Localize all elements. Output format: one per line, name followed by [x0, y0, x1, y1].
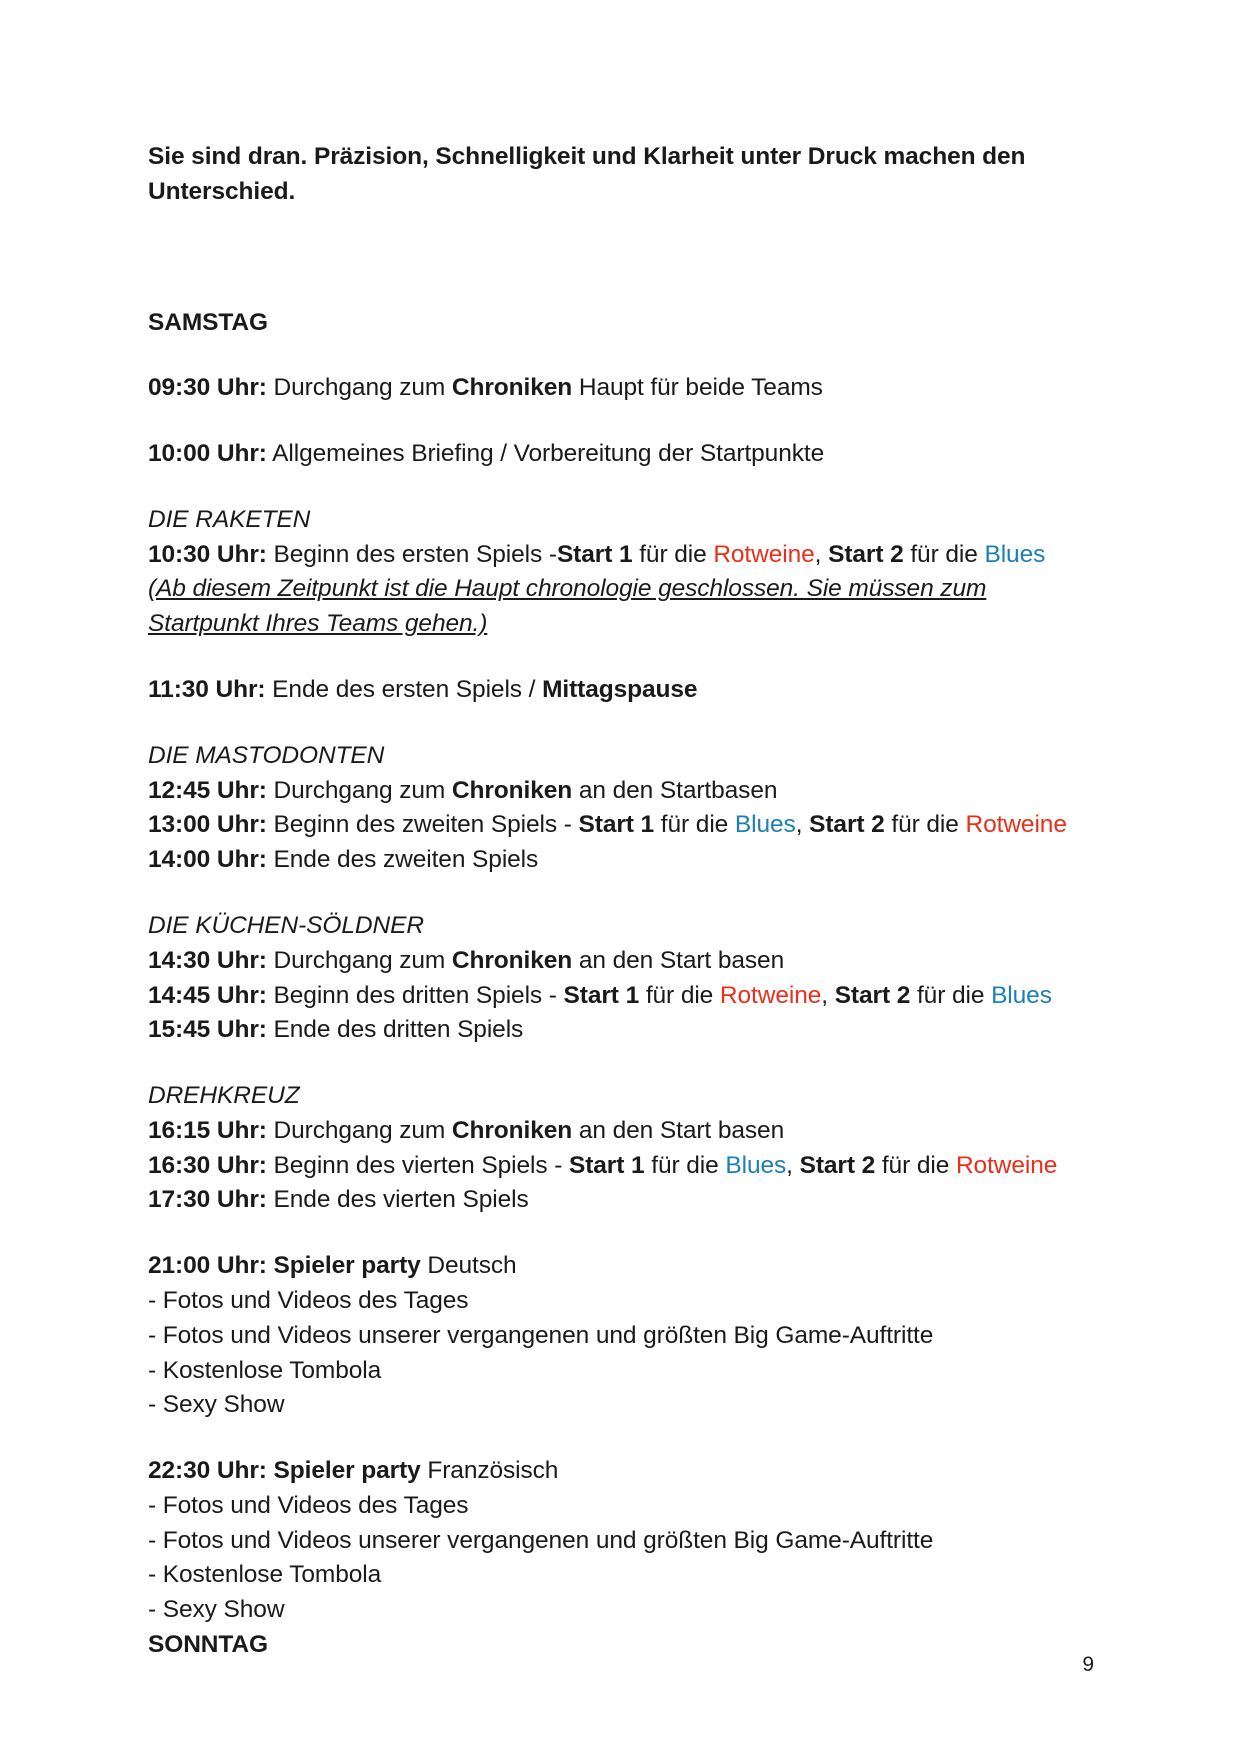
entry-text: Ende des zweiten Spiels — [266, 846, 539, 874]
party-deutsch-item: - Fotos und Videos des Tages — [148, 1286, 469, 1314]
day-heading-sonntag: SONNTAG — [148, 1631, 268, 1658]
party-franzoesisch-item: - Fotos und Videos des Tages — [148, 1491, 469, 1519]
raketen-note — [148, 572, 1098, 642]
entry-1245 — [148, 774, 1098, 809]
entry-time: 11:30 Uhr: — [148, 676, 266, 704]
start-2-label: Start 2 — [834, 981, 911, 1009]
entry-1000 — [148, 437, 1098, 472]
section-header-drehkreuz: DREHKREUZ — [148, 1082, 300, 1110]
party-franzoesisch-item: - Kostenlose Tombola — [148, 1561, 382, 1589]
team-blues: Blues — [984, 540, 1046, 568]
party-title-bold: 22:30 Uhr: Spieler party — [148, 1457, 421, 1485]
start-1-label: Start 1 — [578, 811, 655, 839]
entry-text: für die — [910, 981, 992, 1009]
entry-emphasis: Chroniken — [451, 374, 573, 402]
team-rotweine: Rotweine — [719, 981, 822, 1009]
entry-text: , — [786, 1151, 800, 1179]
team-blues: Blues — [725, 1151, 787, 1179]
entry-text: für die — [884, 811, 959, 839]
start-2-label: Start 2 — [828, 540, 904, 568]
entry-text: für die — [632, 540, 714, 568]
entry-time: 15:45 Uhr: — [148, 1016, 267, 1044]
entry-time: 10:30 Uhr: — [148, 540, 267, 568]
day-heading-samstag: SAMSTAG — [148, 308, 268, 336]
entry-1130 — [148, 673, 1098, 708]
entry-text: , — [821, 981, 835, 1009]
spacer — [148, 340, 1098, 371]
start-2-label: Start 2 — [799, 1151, 876, 1179]
party-franzoesisch-item: - Sexy Show — [148, 1596, 285, 1624]
start-1-label: Start 1 — [568, 1151, 645, 1179]
entry-text: an den Start basen — [572, 946, 785, 974]
entry-text: für die — [903, 540, 985, 568]
intro-paragraph — [148, 140, 1098, 210]
start-2-label: Start 2 — [809, 811, 885, 839]
entry-text: Ende des dritten Spiels — [266, 1016, 524, 1044]
entry-time: 12:45 Uhr: — [148, 776, 267, 804]
document-content — [148, 140, 1098, 1663]
intro-line-1: Sie sind dran. Präzision, Schnelligkeit und Klarheit unter Druck machen den — [148, 143, 1026, 170]
spacer — [148, 1423, 1098, 1454]
entry-text: Durchgang zum — [266, 374, 452, 402]
entry-text: Beginn des dritten Spiels - — [266, 981, 564, 1009]
start-1-label: Start 1 — [556, 540, 633, 568]
entry-0930 — [148, 371, 1098, 406]
entry-1430 — [148, 944, 1098, 979]
note-line-2: Startpunkt Ihres Teams gehen.) — [148, 610, 488, 638]
entry-text: an den Startbasen — [572, 776, 778, 804]
entry-text: Beginn des zweiten Spiels - — [266, 811, 579, 839]
spacer — [148, 1048, 1098, 1079]
spacer — [148, 472, 1098, 503]
entry-text: für die — [654, 811, 735, 839]
entry-1445 — [148, 979, 1098, 1014]
spacer — [148, 878, 1098, 909]
section-header-die-mastodonten: DIE MASTODONTEN — [148, 741, 385, 769]
team-blues: Blues — [991, 981, 1052, 1009]
party-franzoesisch-title — [148, 1454, 1098, 1489]
entry-1615 — [148, 1114, 1098, 1149]
spacer — [148, 210, 1098, 306]
party-deutsch-item: - Kostenlose Tombola — [148, 1356, 382, 1384]
entry-time: 10:00 Uhr: — [148, 440, 267, 468]
entry-time: 14:00 Uhr: — [148, 846, 267, 874]
entry-time: 16:15 Uhr: — [148, 1116, 267, 1144]
entry-emphasis: Chroniken — [451, 1116, 573, 1144]
spacer — [148, 1218, 1098, 1249]
entry-text: Ende des ersten Spiels / — [265, 676, 543, 704]
entry-time: 09:30 Uhr: — [148, 374, 267, 402]
entry-text: für die — [639, 981, 720, 1009]
entry-emphasis: Chroniken — [451, 776, 573, 804]
start-1-label: Start 1 — [563, 981, 640, 1009]
spacer — [148, 708, 1098, 739]
entry-1030 — [148, 538, 1098, 573]
party-title-bold: 21:00 Uhr: Spieler party — [148, 1252, 421, 1280]
entry-1730 — [148, 1183, 1098, 1218]
entry-text-tail: Haupt für beide Teams — [572, 374, 823, 402]
entry-text: Durchgang zum — [266, 1116, 452, 1144]
entry-text: , — [814, 540, 829, 568]
team-rotweine: Rotweine — [955, 1151, 1058, 1179]
entry-time: 13:00 Uhr: — [148, 811, 267, 839]
party-title-rest: Französisch — [420, 1457, 559, 1485]
party-deutsch-item: - Sexy Show — [148, 1391, 285, 1419]
entry-1400 — [148, 843, 1098, 878]
entry-text: , — [795, 811, 810, 839]
party-deutsch-item: - Fotos und Videos unserer vergangenen und größten Big Game-Auftritte — [148, 1321, 934, 1349]
spacer — [148, 642, 1098, 673]
spacer — [148, 406, 1098, 437]
entry-emphasis: Chroniken — [451, 946, 573, 974]
party-title-rest: Deutsch — [420, 1252, 517, 1280]
entry-time: 14:30 Uhr: — [148, 946, 267, 974]
entry-text: Ende des vierten Spiels — [266, 1186, 529, 1214]
team-blues: Blues — [734, 811, 796, 839]
section-header-die-kuechen-soeldner: DIE KÜCHEN-SÖLDNER — [148, 911, 424, 939]
entry-text: Durchgang zum — [266, 776, 452, 804]
party-deutsch-title — [148, 1249, 1098, 1284]
entry-text: an den Start basen — [572, 1116, 785, 1144]
entry-text: für die — [644, 1151, 726, 1179]
entry-text: Beginn des vierten Spiels - — [266, 1151, 569, 1179]
intro-line-2: Unterschied. — [148, 177, 296, 205]
entry-time: 14:45 Uhr: — [148, 981, 267, 1009]
entry-text: für die — [875, 1151, 956, 1179]
page-number: 9 — [1082, 1653, 1094, 1676]
section-header-die-raketen: DIE RAKETEN — [148, 505, 311, 533]
entry-time: 16:30 Uhr: — [148, 1151, 267, 1179]
team-rotweine: Rotweine — [713, 540, 815, 568]
entry-1630 — [148, 1149, 1098, 1184]
team-rotweine: Rotweine — [965, 811, 1067, 839]
entry-1300 — [148, 808, 1098, 843]
entry-emphasis: Mittagspause — [542, 676, 698, 704]
party-franzoesisch-item: - Fotos und Videos unserer vergangenen und größten Big Game-Auftritte — [148, 1526, 934, 1554]
entry-text: Durchgang zum — [266, 946, 452, 974]
entry-text: Allgemeines Briefing / Vorbereitung der Startpunkte — [266, 440, 825, 468]
entry-1545 — [148, 1013, 1098, 1048]
entry-text: Beginn des ersten Spiels - — [266, 540, 557, 568]
note-line-1: (Ab diesem Zeitpunkt ist die Haupt chronologie geschlossen. Sie müssen zum — [148, 575, 987, 603]
entry-time: 17:30 Uhr: — [148, 1186, 267, 1214]
